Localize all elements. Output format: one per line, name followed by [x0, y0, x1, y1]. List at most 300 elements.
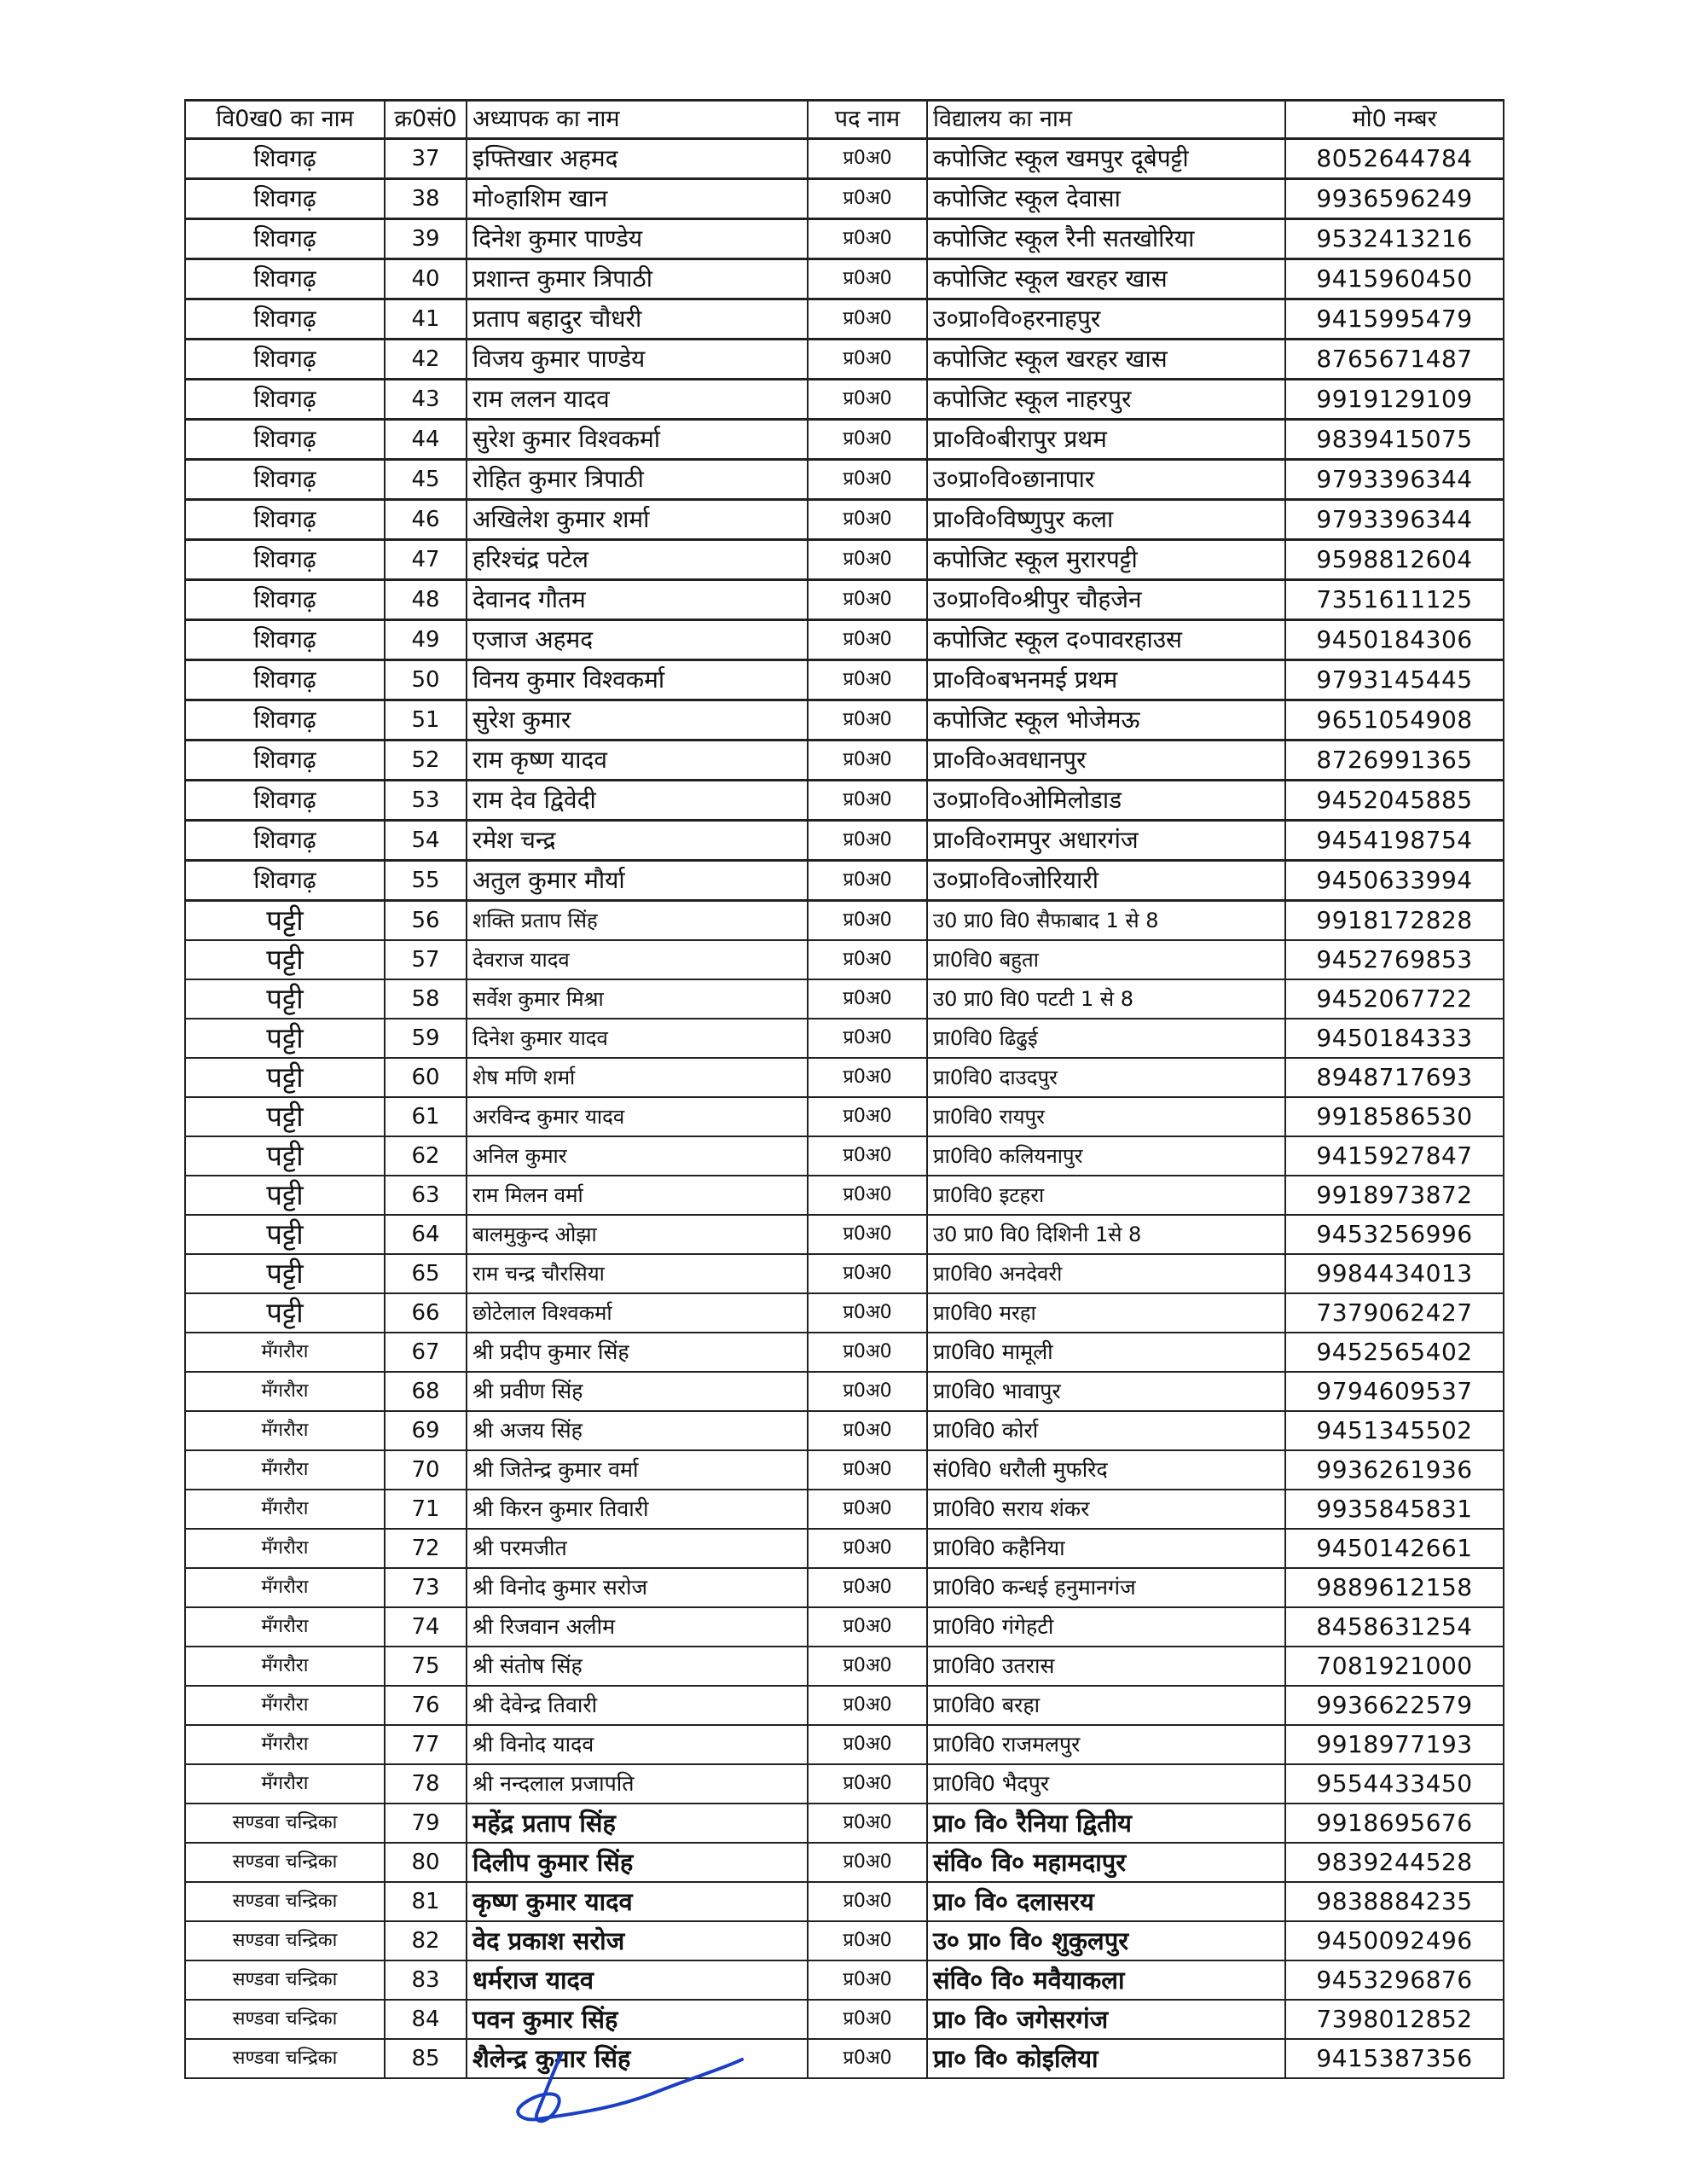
row-mobile-number: 9454198754 — [1285, 821, 1504, 861]
table-row — [185, 1254, 1504, 1293]
table-row — [185, 1960, 1504, 2000]
row-serial-number: 64 — [385, 1215, 467, 1254]
row-school-name: प्रा0वि0 सराय शंकर — [927, 1490, 1285, 1529]
row-school-name: प्रा0वि0 गंगेहटी — [927, 1607, 1285, 1647]
row-post-name: प्र0अ0 — [808, 821, 927, 861]
row-teacher-name: दिनेश कुमार पाण्डेय — [467, 219, 808, 259]
header-school-name: विद्यालय का नाम — [927, 101, 1285, 139]
row-post-name: प्र0अ0 — [808, 1058, 927, 1097]
row-teacher-name: श्री प्रवीण सिंह — [467, 1372, 808, 1411]
row-serial-number: 66 — [385, 1293, 467, 1333]
row-block-name: मँगरौरा — [185, 1333, 385, 1372]
row-school-name: प्रा0वि0 कोर्रा — [927, 1411, 1285, 1450]
row-school-name: कपोजिट स्कूल मुरारपट्टी — [927, 540, 1285, 580]
row-serial-number: 68 — [385, 1372, 467, 1411]
row-serial-number: 52 — [385, 741, 467, 781]
row-teacher-name: शैलेन्द्र कुमार सिंह — [467, 2039, 808, 2078]
table-row — [185, 1882, 1504, 1921]
table-row — [185, 500, 1504, 540]
row-serial-number: 44 — [385, 420, 467, 460]
row-post-name: प्र0अ0 — [808, 620, 927, 660]
row-post-name: प्र0अ0 — [808, 1293, 927, 1333]
row-mobile-number: 9415960450 — [1285, 259, 1504, 299]
row-post-name: प्र0अ0 — [808, 1764, 927, 1804]
row-post-name: प्र0अ0 — [808, 1254, 927, 1293]
row-teacher-name: कृष्ण कुमार यादव — [467, 1882, 808, 1921]
table-row — [185, 1529, 1504, 1568]
row-teacher-name: राम देव द्विवेदी — [467, 781, 808, 821]
row-mobile-number: 9839415075 — [1285, 420, 1504, 460]
row-serial-number: 60 — [385, 1058, 467, 1097]
row-teacher-name: पवन कुमार सिंह — [467, 2000, 808, 2039]
row-school-name: प्रा0वि0 राजमलपुर — [927, 1725, 1285, 1764]
row-teacher-name: सुरेश कुमार — [467, 700, 808, 741]
row-block-name: शिवगढ़ — [185, 219, 385, 259]
table-row — [185, 979, 1504, 1019]
row-teacher-name: श्री किरन कुमार तिवारी — [467, 1490, 808, 1529]
row-block-name: पट्टी — [185, 1176, 385, 1215]
row-school-name: प्रा0वि0 भैदपुर — [927, 1764, 1285, 1804]
row-teacher-name: अतुल कुमार मौर्या — [467, 861, 808, 901]
row-teacher-name: विजय कुमार पाण्डेय — [467, 340, 808, 380]
row-post-name: प्र0अ0 — [808, 380, 927, 420]
row-post-name: प्र0अ0 — [808, 861, 927, 901]
row-serial-number: 45 — [385, 460, 467, 500]
row-post-name: प्र0अ0 — [808, 340, 927, 380]
row-teacher-name: राम ललन यादव — [467, 380, 808, 420]
row-post-name: प्र0अ0 — [808, 1215, 927, 1254]
table-row — [185, 179, 1504, 219]
row-teacher-name: राम मिलन वर्मा — [467, 1176, 808, 1215]
row-post-name: प्र0अ0 — [808, 1804, 927, 1843]
row-serial-number: 39 — [385, 219, 467, 259]
row-school-name: उ०प्रा०वि०छानापार — [927, 460, 1285, 500]
row-school-name: प्रा० वि० रैनिया द्वितीय — [927, 1804, 1285, 1843]
row-post-name: प्र0अ0 — [808, 1411, 927, 1450]
row-block-name: सण्डवा चन्द्रिका — [185, 1882, 385, 1921]
row-block-name: सण्डवा चन्द्रिका — [185, 1921, 385, 1960]
row-post-name: प्र0अ0 — [808, 1019, 927, 1058]
row-school-name: कपोजिट स्कूल खरहर खास — [927, 259, 1285, 299]
row-block-name: शिवगढ़ — [185, 340, 385, 380]
row-school-name: प्रा0वि0 अनदेवरी — [927, 1254, 1285, 1293]
row-block-name: मँगरौरा — [185, 1764, 385, 1804]
row-teacher-name: देवराज यादव — [467, 940, 808, 979]
row-school-name: प्रा0वि0 मामूली — [927, 1333, 1285, 1372]
row-post-name: प्र0अ0 — [808, 1490, 927, 1529]
row-post-name: प्र0अ0 — [808, 781, 927, 821]
row-mobile-number: 9918695676 — [1285, 1804, 1504, 1843]
row-block-name: पट्टी — [185, 901, 385, 941]
row-mobile-number: 7398012852 — [1285, 2000, 1504, 2039]
table-row — [185, 741, 1504, 781]
table-row — [185, 139, 1504, 179]
row-school-name: उ0 प्रा0 वि0 दिशिनी 1से 8 — [927, 1215, 1285, 1254]
row-mobile-number: 9794609537 — [1285, 1372, 1504, 1411]
row-mobile-number: 9918973872 — [1285, 1176, 1504, 1215]
table-row — [185, 259, 1504, 299]
row-post-name: प्र0अ0 — [808, 1686, 927, 1725]
row-post-name: प्र0अ0 — [808, 660, 927, 700]
table-row — [185, 460, 1504, 500]
table-row — [185, 1372, 1504, 1411]
row-mobile-number: 9452067722 — [1285, 979, 1504, 1019]
row-teacher-name: श्री देवेन्द्र तिवारी — [467, 1686, 808, 1725]
row-post-name: प्र0अ0 — [808, 1333, 927, 1372]
row-post-name: प्र0अ0 — [808, 1097, 927, 1136]
row-school-name: प्रा०वि०बभनमई प्रथम — [927, 660, 1285, 700]
row-post-name: प्र0अ0 — [808, 259, 927, 299]
row-teacher-name: श्री परमजीत — [467, 1529, 808, 1568]
table-row — [185, 299, 1504, 340]
row-school-name: प्रा0वि0 कलियनापुर — [927, 1136, 1285, 1176]
header-row — [185, 101, 1504, 139]
header-block-name: वि0ख0 का नाम — [185, 101, 385, 139]
row-serial-number: 77 — [385, 1725, 467, 1764]
row-mobile-number: 9415387356 — [1285, 2039, 1504, 2078]
row-mobile-number: 9839244528 — [1285, 1843, 1504, 1882]
row-mobile-number: 7351611125 — [1285, 580, 1504, 620]
row-block-name: शिवगढ़ — [185, 821, 385, 861]
row-block-name: मँगरौरा — [185, 1607, 385, 1647]
row-serial-number: 43 — [385, 380, 467, 420]
table-row — [185, 1293, 1504, 1333]
row-mobile-number: 9793396344 — [1285, 500, 1504, 540]
staff-list-sheet — [184, 99, 1503, 2079]
row-post-name: प्र0अ0 — [808, 1647, 927, 1686]
table-row — [185, 1215, 1504, 1254]
row-serial-number: 81 — [385, 1882, 467, 1921]
table-row — [185, 940, 1504, 979]
row-post-name: प्र0अ0 — [808, 1450, 927, 1490]
row-block-name: सण्डवा चन्द्रिका — [185, 2039, 385, 2078]
row-post-name: प्र0अ0 — [808, 940, 927, 979]
row-school-name: प्रा0वि0 बहुता — [927, 940, 1285, 979]
row-teacher-name: श्री नन्दलाल प्रजापति — [467, 1764, 808, 1804]
row-serial-number: 49 — [385, 620, 467, 660]
row-school-name: कपोजिट स्कूल खमपुर दूबेपट्टी — [927, 139, 1285, 179]
row-block-name: मँगरौरा — [185, 1490, 385, 1529]
row-block-name: पट्टी — [185, 1215, 385, 1254]
table-row — [185, 1333, 1504, 1372]
row-serial-number: 70 — [385, 1450, 467, 1490]
table-row — [185, 1136, 1504, 1176]
row-mobile-number: 9415995479 — [1285, 299, 1504, 340]
row-serial-number: 75 — [385, 1647, 467, 1686]
header-teacher-name: अध्यापक का नाम — [467, 101, 808, 139]
row-mobile-number: 9453256996 — [1285, 1215, 1504, 1254]
row-post-name: प्र0अ0 — [808, 1843, 927, 1882]
header-post-name: पद नाम — [808, 101, 927, 139]
row-teacher-name: धर्मराज यादव — [467, 1960, 808, 2000]
row-post-name: प्र0अ0 — [808, 500, 927, 540]
row-block-name: पट्टी — [185, 1058, 385, 1097]
row-teacher-name: श्री विनोद कुमार सरोज — [467, 1568, 808, 1607]
row-block-name: मँगरौरा — [185, 1647, 385, 1686]
row-mobile-number: 9918586530 — [1285, 1097, 1504, 1136]
row-post-name: प्र0अ0 — [808, 420, 927, 460]
row-teacher-name: राम चन्द्र चौरसिया — [467, 1254, 808, 1293]
row-serial-number: 69 — [385, 1411, 467, 1450]
table-row — [185, 660, 1504, 700]
row-mobile-number: 9919129109 — [1285, 380, 1504, 420]
row-teacher-name: हरिश्चंद्र पटेल — [467, 540, 808, 580]
row-serial-number: 62 — [385, 1136, 467, 1176]
row-mobile-number: 8052644784 — [1285, 139, 1504, 179]
row-teacher-name: अरविन्द कुमार यादव — [467, 1097, 808, 1136]
row-teacher-name: अनिल कुमार — [467, 1136, 808, 1176]
row-school-name: कपोजिट स्कूल देवासा — [927, 179, 1285, 219]
row-teacher-name: सुरेश कुमार विश्वकर्मा — [467, 420, 808, 460]
row-mobile-number: 8458631254 — [1285, 1607, 1504, 1647]
staff-table — [184, 99, 1504, 2079]
row-serial-number: 42 — [385, 340, 467, 380]
row-school-name: प्रा0वि0 ढिढुई — [927, 1019, 1285, 1058]
table-header — [185, 101, 1504, 139]
row-post-name: प्र0अ0 — [808, 1568, 927, 1607]
table-row — [185, 1490, 1504, 1529]
row-post-name: प्र0अ0 — [808, 139, 927, 179]
signature-icon — [512, 2039, 751, 2141]
row-serial-number: 41 — [385, 299, 467, 340]
table-row — [185, 861, 1504, 901]
table-row — [185, 580, 1504, 620]
row-serial-number: 58 — [385, 979, 467, 1019]
table-row — [185, 380, 1504, 420]
row-serial-number: 37 — [385, 139, 467, 179]
row-school-name: कपोजिट स्कूल नाहरपुर — [927, 380, 1285, 420]
row-mobile-number: 9889612158 — [1285, 1568, 1504, 1607]
row-mobile-number: 9415927847 — [1285, 1136, 1504, 1176]
row-serial-number: 83 — [385, 1960, 467, 2000]
table-row — [185, 620, 1504, 660]
row-serial-number: 67 — [385, 1333, 467, 1372]
table-row — [185, 821, 1504, 861]
row-teacher-name: श्री संतोष सिंह — [467, 1647, 808, 1686]
row-teacher-name: शेष मणि शर्मा — [467, 1058, 808, 1097]
row-serial-number: 57 — [385, 940, 467, 979]
row-mobile-number: 9453296876 — [1285, 1960, 1504, 2000]
row-block-name: सण्डवा चन्द्रिका — [185, 1960, 385, 2000]
row-post-name: प्र0अ0 — [808, 219, 927, 259]
row-block-name: मँगरौरा — [185, 1686, 385, 1725]
table-row — [185, 781, 1504, 821]
row-teacher-name: राम कृष्ण यादव — [467, 741, 808, 781]
row-block-name: शिवगढ़ — [185, 259, 385, 299]
row-serial-number: 51 — [385, 700, 467, 741]
table-row — [185, 540, 1504, 580]
row-teacher-name: प्रताप बहादुर चौधरी — [467, 299, 808, 340]
row-block-name: शिवगढ़ — [185, 380, 385, 420]
table-row — [185, 1097, 1504, 1136]
row-serial-number: 63 — [385, 1176, 467, 1215]
row-school-name: कपोजिट स्कूल भोजेमऊ — [927, 700, 1285, 741]
row-mobile-number: 8765671487 — [1285, 340, 1504, 380]
row-post-name: प्र0अ0 — [808, 1607, 927, 1647]
row-serial-number: 59 — [385, 1019, 467, 1058]
row-serial-number: 53 — [385, 781, 467, 821]
row-school-name: उ०प्रा०वि०ओमिलोडाड — [927, 781, 1285, 821]
row-serial-number: 73 — [385, 1568, 467, 1607]
row-serial-number: 65 — [385, 1254, 467, 1293]
row-serial-number: 47 — [385, 540, 467, 580]
row-teacher-name: सर्वेश कुमार मिश्रा — [467, 979, 808, 1019]
table-row — [185, 2039, 1504, 2078]
row-post-name: प्र0अ0 — [808, 540, 927, 580]
row-serial-number: 48 — [385, 580, 467, 620]
row-school-name: प्रा0वि0 मरहा — [927, 1293, 1285, 1333]
row-block-name: मँगरौरा — [185, 1450, 385, 1490]
row-school-name: प्रा० वि० कोइलिया — [927, 2039, 1285, 2078]
row-teacher-name: श्री प्रदीप कुमार सिंह — [467, 1333, 808, 1372]
row-block-name: शिवगढ़ — [185, 179, 385, 219]
table-row — [185, 1176, 1504, 1215]
row-post-name: प्र0अ0 — [808, 741, 927, 781]
row-mobile-number: 9598812604 — [1285, 540, 1504, 580]
row-block-name: शिवगढ़ — [185, 460, 385, 500]
row-serial-number: 38 — [385, 179, 467, 219]
row-school-name: उ0 प्रा0 वि0 पटटी 1 से 8 — [927, 979, 1285, 1019]
row-post-name: प्र0अ0 — [808, 1921, 927, 1960]
row-mobile-number: 9936596249 — [1285, 179, 1504, 219]
row-serial-number: 61 — [385, 1097, 467, 1136]
table-row — [185, 1450, 1504, 1490]
row-block-name: शिवगढ़ — [185, 540, 385, 580]
table-row — [185, 219, 1504, 259]
row-school-name: प्रा०वि०अवधानपुर — [927, 741, 1285, 781]
row-mobile-number: 9918172828 — [1285, 901, 1504, 941]
row-school-name: प्रा0वि0 उतरास — [927, 1647, 1285, 1686]
row-block-name: शिवगढ़ — [185, 420, 385, 460]
row-block-name: मँगरौरा — [185, 1568, 385, 1607]
row-mobile-number: 9793396344 — [1285, 460, 1504, 500]
row-block-name: पट्टी — [185, 979, 385, 1019]
row-block-name: शिवगढ़ — [185, 139, 385, 179]
row-mobile-number: 9984434013 — [1285, 1254, 1504, 1293]
row-school-name: उ०प्रा०वि०हरनाहपुर — [927, 299, 1285, 340]
row-teacher-name: रमेश चन्द्र — [467, 821, 808, 861]
row-block-name: मँगरौरा — [185, 1411, 385, 1450]
row-post-name: प्र0अ0 — [808, 2039, 927, 2078]
row-school-name: प्रा0वि0 भावापुर — [927, 1372, 1285, 1411]
row-mobile-number: 9838884235 — [1285, 1882, 1504, 1921]
table-row — [185, 1921, 1504, 1960]
row-mobile-number: 9450184306 — [1285, 620, 1504, 660]
row-teacher-name: इफ्तिखार अहमद — [467, 139, 808, 179]
row-mobile-number: 9936622579 — [1285, 1686, 1504, 1725]
row-serial-number: 85 — [385, 2039, 467, 2078]
row-teacher-name: विनय कुमार विश्वकर्मा — [467, 660, 808, 700]
row-block-name: पट्टी — [185, 940, 385, 979]
row-mobile-number: 7379062427 — [1285, 1293, 1504, 1333]
row-block-name: शिवगढ़ — [185, 861, 385, 901]
table-row — [185, 340, 1504, 380]
row-school-name: प्रा0वि0 कन्धई हनुमानगंज — [927, 1568, 1285, 1607]
row-teacher-name: एजाज अहमद — [467, 620, 808, 660]
row-teacher-name: श्री अजय सिंह — [467, 1411, 808, 1450]
row-school-name: प्रा०वि०रामपुर अधारगंज — [927, 821, 1285, 861]
row-serial-number: 72 — [385, 1529, 467, 1568]
row-block-name: मँगरौरा — [185, 1372, 385, 1411]
row-school-name: कपोजिट स्कूल द०पावरहाउस — [927, 620, 1285, 660]
row-serial-number: 74 — [385, 1607, 467, 1647]
row-teacher-name: छोटेलाल विश्वकर्मा — [467, 1293, 808, 1333]
row-school-name: कपोजिट स्कूल खरहर खास — [927, 340, 1285, 380]
row-post-name: प्र0अ0 — [808, 1960, 927, 2000]
row-serial-number: 80 — [385, 1843, 467, 1882]
row-school-name: प्रा0वि0 कहैनिया — [927, 1529, 1285, 1568]
row-block-name: पट्टी — [185, 1136, 385, 1176]
row-teacher-name: दिनेश कुमार यादव — [467, 1019, 808, 1058]
row-block-name: मँगरौरा — [185, 1725, 385, 1764]
row-teacher-name: बालमुकुन्द ओझा — [467, 1215, 808, 1254]
table-row — [185, 2000, 1504, 2039]
row-mobile-number: 9651054908 — [1285, 700, 1504, 741]
table-row — [185, 1804, 1504, 1843]
row-post-name: प्र0अ0 — [808, 2000, 927, 2039]
header-mobile-number: मो0 नम्बर — [1285, 101, 1504, 139]
row-block-name: पट्टी — [185, 1019, 385, 1058]
row-school-name: उ०प्रा०वि०जोरियारी — [927, 861, 1285, 901]
row-post-name: प्र0अ0 — [808, 700, 927, 741]
row-post-name: प्र0अ0 — [808, 1176, 927, 1215]
row-block-name: सण्डवा चन्द्रिका — [185, 2000, 385, 2039]
header-serial-number: क्र0सं0 — [385, 101, 467, 139]
row-school-name: प्रा0वि0 रायपुर — [927, 1097, 1285, 1136]
row-teacher-name: प्रशान्त कुमार त्रिपाठी — [467, 259, 808, 299]
table-row — [185, 1764, 1504, 1804]
table-row — [185, 1843, 1504, 1882]
row-mobile-number: 8948717693 — [1285, 1058, 1504, 1097]
row-teacher-name: महेंद्र प्रताप सिंह — [467, 1804, 808, 1843]
row-teacher-name: श्री रिजवान अलीम — [467, 1607, 808, 1647]
table-row — [185, 1411, 1504, 1450]
row-mobile-number: 9793145445 — [1285, 660, 1504, 700]
row-serial-number: 79 — [385, 1804, 467, 1843]
row-post-name: प्र0अ0 — [808, 1725, 927, 1764]
row-block-name: शिवगढ़ — [185, 741, 385, 781]
row-serial-number: 54 — [385, 821, 467, 861]
table-row — [185, 1019, 1504, 1058]
row-school-name: प्रा० वि० दलासरय — [927, 1882, 1285, 1921]
table-row — [185, 1058, 1504, 1097]
row-teacher-name: देवानद गौतम — [467, 580, 808, 620]
row-block-name: शिवगढ़ — [185, 580, 385, 620]
row-school-name: कपोजिट स्कूल रैनी सतखोरिया — [927, 219, 1285, 259]
row-serial-number: 82 — [385, 1921, 467, 1960]
row-mobile-number: 9532413216 — [1285, 219, 1504, 259]
row-teacher-name: शक्ति प्रताप सिंह — [467, 901, 808, 941]
row-post-name: प्र0अ0 — [808, 1882, 927, 1921]
row-mobile-number: 9450092496 — [1285, 1921, 1504, 1960]
row-serial-number: 50 — [385, 660, 467, 700]
row-mobile-number: 9452769853 — [1285, 940, 1504, 979]
row-school-name: उ० प्रा० वि० शुकुलपुर — [927, 1921, 1285, 1960]
row-post-name: प्र0अ0 — [808, 1136, 927, 1176]
row-post-name: प्र0अ0 — [808, 299, 927, 340]
table-row — [185, 420, 1504, 460]
row-mobile-number: 8726991365 — [1285, 741, 1504, 781]
row-serial-number: 71 — [385, 1490, 467, 1529]
row-post-name: प्र0अ0 — [808, 1529, 927, 1568]
row-school-name: प्रा०वि०विष्णुपुर कला — [927, 500, 1285, 540]
row-school-name: संवि० वि० महामदापुर — [927, 1843, 1285, 1882]
row-post-name: प्र0अ0 — [808, 179, 927, 219]
row-block-name: शिवगढ़ — [185, 500, 385, 540]
row-teacher-name: वेद प्रकाश सरोज — [467, 1921, 808, 1960]
row-post-name: प्र0अ0 — [808, 460, 927, 500]
row-school-name: उ0 प्रा0 वि0 सैफाबाद 1 से 8 — [927, 901, 1285, 941]
